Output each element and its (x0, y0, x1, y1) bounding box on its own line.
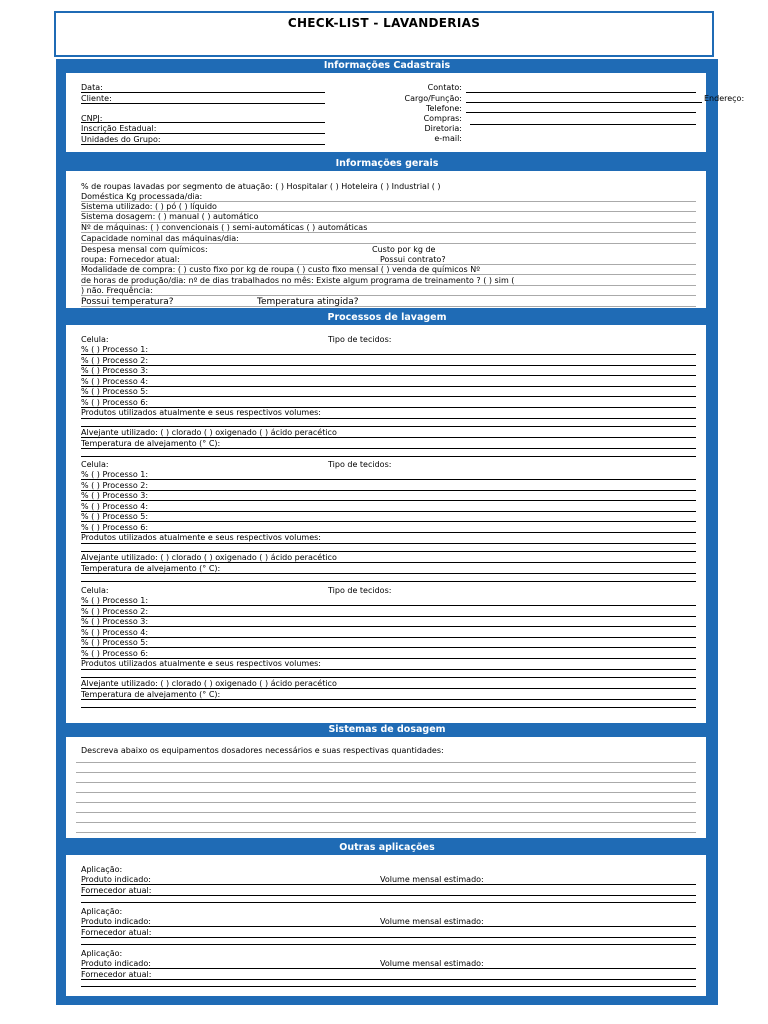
gerais-capacidade: Capacidade nominal das máquinas/dia: (81, 234, 239, 243)
produto-field[interactable] (81, 884, 696, 885)
field-unidades[interactable] (81, 144, 325, 145)
label-cnpj: CNPJ: (81, 114, 103, 123)
fornecedor-field[interactable] (81, 944, 696, 945)
field-telefone[interactable] (466, 112, 696, 113)
temperatura-field[interactable] (81, 573, 696, 574)
label-data: Data: (81, 83, 103, 92)
processo-field[interactable] (81, 616, 696, 617)
field-cargo[interactable] (466, 102, 702, 103)
processo-field[interactable] (81, 500, 696, 501)
gerais-temperatura-atingida: Temperatura atingida? (257, 297, 359, 307)
tipo-tecidos-label: Tipo de tecidos: (328, 335, 392, 344)
produtos-label: Produtos utilizados atualmente e seus respectivos volumes: (81, 408, 321, 417)
dosagem-line[interactable] (76, 772, 696, 773)
processo-label: % ( ) Processo 5: (81, 387, 149, 396)
aplicacao-label: Aplicação: (81, 865, 123, 874)
produto-indicado-label: Produto indicado: (81, 959, 151, 968)
produtos-field[interactable] (81, 426, 696, 427)
processo-field[interactable] (81, 479, 696, 480)
produto-field[interactable] (81, 968, 696, 969)
temperatura-field[interactable] (81, 448, 696, 449)
fornecedor-field[interactable] (81, 937, 696, 938)
gerais-fornecedor: roupa: Fornecedor atual: (81, 255, 180, 264)
processo-field[interactable] (81, 396, 696, 397)
gerais-line (81, 306, 696, 307)
section-title-lavagem: Processos de lavagem (327, 312, 447, 323)
gerais-sistema-utilizado: Sistema utilizado: ( ) pó ( ) líquido (81, 202, 217, 211)
celula-label: Celula: (81, 460, 109, 469)
aplicacao-label: Aplicação: (81, 949, 123, 958)
produtos-field[interactable] (81, 677, 696, 678)
processo-field[interactable] (81, 637, 696, 638)
alvejante-field[interactable] (81, 562, 696, 563)
tipo-tecidos-label: Tipo de tecidos: (328, 460, 392, 469)
processo-field[interactable] (81, 647, 696, 648)
temperatura-alvejamento-label: Temperatura de alvejamento (° C): (81, 690, 221, 699)
section-title-cadastrais: Informações Cadastrais (323, 60, 451, 71)
label-cliente: Cliente: (81, 94, 112, 103)
gerais-maquinas: Nº de máquinas: ( ) convencionais ( ) semi-automáticas ( ) automáticas (81, 223, 368, 232)
processo-label: % ( ) Processo 2: (81, 355, 149, 365)
field-contato[interactable] (466, 92, 696, 93)
processo-field[interactable] (81, 375, 696, 376)
processo-label: % ( ) Processo 1: (81, 596, 149, 605)
fornecedor-field[interactable] (81, 895, 696, 896)
section-title-dosagem: Sistemas de dosagem (328, 724, 446, 735)
processo-field[interactable] (81, 626, 696, 627)
processo-field[interactable] (81, 365, 696, 366)
celula-label: Celula: (81, 335, 109, 344)
page-title: CHECK-LIST - LAVANDERIAS (287, 16, 481, 30)
gerais-possui-temperatura: Possui temperatura? (81, 297, 174, 307)
label-inscricao: Inscrição Estadual: (81, 124, 157, 133)
temperatura-field[interactable] (81, 707, 696, 708)
produto-indicado-label: Produto indicado: (81, 917, 151, 926)
gerais-line (81, 274, 696, 275)
gerais-line (81, 295, 696, 296)
temperatura-alvejamento-label: Temperatura de alvejamento (° C): (81, 564, 221, 573)
gerais-sistema-dosagem: Sistema dosagem: ( ) manual ( ) automático (81, 212, 259, 221)
processo-label: % ( ) Processo 1: (81, 470, 149, 479)
dosagem-line[interactable] (76, 762, 696, 763)
field-cliente[interactable] (81, 103, 325, 104)
temperatura-field[interactable] (81, 581, 696, 582)
label-cargo: Cargo/Função: (404, 94, 462, 103)
field-inscricao[interactable] (81, 133, 325, 134)
fornecedor-label: Fornecedor atual: (81, 928, 152, 937)
processo-label: % ( ) Processo 5: (81, 638, 149, 647)
title-box (54, 11, 714, 57)
alvejante-label: Alvejante utilizado: ( ) clorado ( ) oxigenado ( ) ácido peracético (81, 553, 337, 562)
gerais-frequencia: ) não. Frequência: (81, 286, 153, 295)
dosagem-descricao: Descreva abaixo os equipamentos dosadores necessários e suas respectivas quantidades: (81, 746, 444, 755)
fornecedor-field[interactable] (81, 986, 696, 987)
label-unidades: Unidades do Grupo: (81, 135, 161, 144)
temperatura-field[interactable] (81, 456, 696, 457)
label-contato: Contato: (427, 83, 462, 92)
gerais-line (81, 243, 696, 244)
label-email: e-mail: (434, 134, 462, 143)
gerais-despesa: Despesa mensal com químicos: (81, 245, 208, 254)
gerais-line (81, 232, 696, 233)
processo-label: % ( ) Processo 3: (81, 491, 149, 500)
alvejante-field[interactable] (81, 437, 696, 438)
fornecedor-field[interactable] (81, 979, 696, 980)
alvejante-field[interactable] (81, 688, 696, 689)
processo-field[interactable] (81, 354, 696, 355)
section-title-gerais: Informações gerais (335, 158, 439, 169)
processo-label: % ( ) Processo 4: (81, 376, 149, 386)
field-compras[interactable] (470, 124, 696, 125)
processo-label: % ( ) Processo 4: (81, 627, 149, 637)
processo-field[interactable] (81, 605, 696, 606)
dosagem-line[interactable] (76, 822, 696, 823)
gerais-custo-kg: Custo por kg de (372, 245, 436, 254)
processo-field[interactable] (81, 490, 696, 491)
produtos-field[interactable] (81, 551, 696, 552)
processo-label: % ( ) Processo 4: (81, 501, 149, 511)
fornecedor-label: Fornecedor atual: (81, 886, 152, 895)
processo-field[interactable] (81, 386, 696, 387)
gerais-domestica: Doméstica Kg processada/dia: (81, 192, 203, 201)
produto-field[interactable] (81, 926, 696, 927)
gerais-horas: de horas de produção/dia: nº de dias trabalhados no mês: Existe algum programa de treinamento ? ( ) sim ( (81, 276, 515, 285)
dosagem-line[interactable] (76, 792, 696, 793)
alvejante-label: Alvejante utilizado: ( ) clorado ( ) oxigenado ( ) ácido peracético (81, 679, 337, 688)
volume-mensal-label: Volume mensal estimado: (380, 875, 484, 884)
produtos-label: Produtos utilizados atualmente e seus respectivos volumes: (81, 533, 321, 542)
label-diretoria: Diretoria: (424, 124, 462, 133)
volume-mensal-label: Volume mensal estimado: (380, 959, 484, 968)
processo-label: % ( ) Processo 3: (81, 617, 149, 626)
processo-field[interactable] (81, 521, 696, 522)
label-compras: Compras: (423, 114, 462, 123)
section-title-outras: Outras aplicações (339, 842, 435, 853)
label-endereco: Endereço: (704, 94, 745, 103)
fornecedor-field[interactable] (81, 902, 696, 903)
tipo-tecidos-label: Tipo de tecidos: (328, 586, 392, 595)
gerais-modalidade: Modalidade de compra: ( ) custo fixo por kg de roupa ( ) custo fixo mensal ( ) venda de químicos Nº (81, 265, 480, 274)
produtos-field[interactable] (81, 543, 696, 544)
field-cnpj[interactable] (81, 122, 325, 123)
processo-label: % ( ) Processo 2: (81, 480, 149, 490)
gerais-line (81, 285, 696, 286)
gerais-contrato: Possui contrato? (380, 255, 446, 264)
processo-label: % ( ) Processo 6: (81, 522, 149, 532)
gerais-segmento: % de roupas lavadas por segmento de atuação: ( ) Hospitalar ( ) Hoteleira ( ) Industrial ( ) (81, 182, 441, 191)
processo-field[interactable] (81, 511, 696, 512)
processo-label: % ( ) Processo 1: (81, 345, 149, 354)
field-data[interactable] (81, 92, 325, 93)
aplicacao-label: Aplicação: (81, 907, 123, 916)
label-telefone: Telefone: (426, 104, 462, 113)
processo-label: % ( ) Processo 2: (81, 606, 149, 616)
processo-label: % ( ) Processo 6: (81, 648, 149, 658)
produto-indicado-label: Produto indicado: (81, 875, 151, 884)
temperatura-alvejamento-label: Temperatura de alvejamento (° C): (81, 439, 221, 448)
dosagem-line[interactable] (76, 812, 696, 813)
dosagem-line[interactable] (76, 802, 696, 803)
processo-label: % ( ) Processo 3: (81, 366, 149, 375)
temperatura-field[interactable] (81, 699, 696, 700)
volume-mensal-label: Volume mensal estimado: (380, 917, 484, 926)
dosagem-line[interactable] (76, 832, 696, 833)
dosagem-line[interactable] (76, 782, 696, 783)
alvejante-label: Alvejante utilizado: ( ) clorado ( ) oxigenado ( ) ácido peracético (81, 428, 337, 437)
processo-label: % ( ) Processo 6: (81, 397, 149, 407)
produtos-field[interactable] (81, 669, 696, 670)
fornecedor-label: Fornecedor atual: (81, 970, 152, 979)
celula-label: Celula: (81, 586, 109, 595)
processo-label: % ( ) Processo 5: (81, 512, 149, 521)
produtos-label: Produtos utilizados atualmente e seus respectivos volumes: (81, 659, 321, 668)
produtos-field[interactable] (81, 418, 696, 419)
